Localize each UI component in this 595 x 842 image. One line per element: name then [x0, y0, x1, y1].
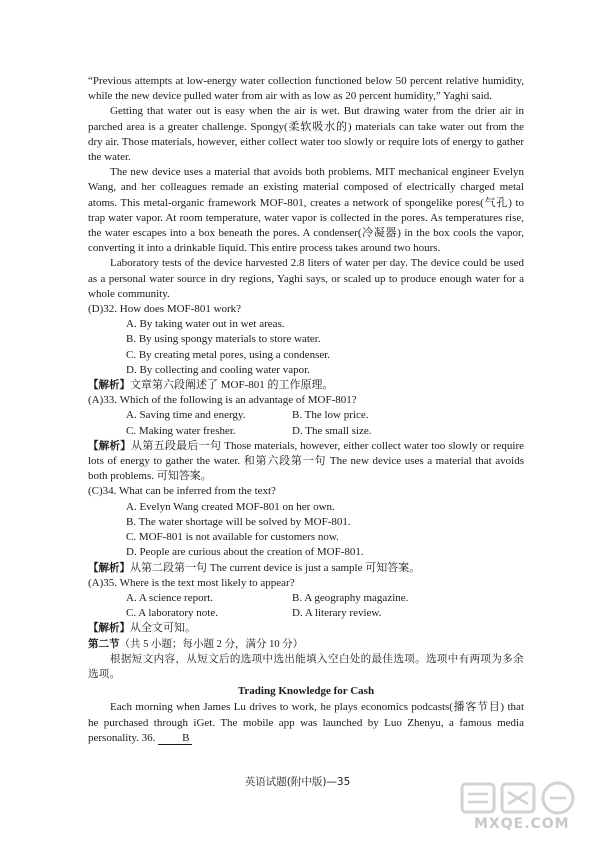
- analysis: [88, 561, 524, 576]
- answer-blank-36: B: [158, 732, 191, 745]
- analysis-text: 文章第六段阐述了 MOF-801 的工作原理。: [130, 379, 334, 392]
- option-a: A. Evelyn Wang created MOF-801 on her own.: [126, 500, 335, 513]
- question-34: [88, 484, 524, 575]
- paragraph-quote: “Previous attempts at low-energy water collection functioned below 50 percent relative humidity, while the new device pulled water from air with as low as 20 percent humidity,” Yaghi said.: [88, 75, 524, 103]
- question-33: [88, 393, 524, 484]
- section-title: 第二节: [88, 637, 120, 650]
- option-c: C. MOF-801 is not available for customers now.: [126, 531, 339, 544]
- option-c: C. A laboratory note.: [126, 607, 218, 620]
- section-note: （共 5 小题；每小题 2 分，满分 10 分）: [119, 638, 304, 650]
- option-a: A. Saving time and energy.: [126, 409, 246, 422]
- option-d: D. By collecting and cooling water vapor.: [126, 363, 310, 376]
- question-35: [88, 576, 524, 637]
- option-row: [88, 591, 524, 606]
- analysis-label: 【解析】: [88, 561, 130, 574]
- option-b: B. The water shortage will be solved by MOF-801.: [126, 515, 351, 528]
- section-instruction: 根据短文内容，从短文后的选项中选出能填入空白处的最佳选项。选项中有两项为多余选项。: [88, 652, 524, 680]
- section-header: [88, 637, 524, 652]
- option-d: D. A literary review.: [292, 607, 382, 620]
- paragraph-water-out: Getting that water out is easy when the air is wet. But drawing water from the drier air in parched area is a greater challenge. Spongy(柔软吸水的) materials can take water out from the dry air. Those materials, however, either collect water too slowly or require lots of energy to gather the water.: [88, 105, 524, 164]
- analysis-label: 【解析】: [88, 379, 130, 392]
- passage-paragraph: [88, 700, 524, 746]
- question-stem: (A)33. Which of the following is an advantage of MOF-801?: [88, 394, 357, 407]
- option-d: D. The small size.: [292, 424, 372, 437]
- page-footer: 英语试题(附中版)—35: [244, 776, 351, 788]
- paragraph-new-device: The new device uses a material that avoids both problems. MIT mechanical engineer Evelyn Wang, and her colleagues remade an existing material composed of electrically charged metal atoms. This metal-organic framework MOF-801, creates a network of spongelike pores(气孔) to trap water vapor. At room temperature, water vapor is collected in the pores. As temperatures rise, the water escapes into a box beneath the pores. A condenser(冷凝器) in the box cools the vapor, converting it into a drinkable liquid. This entire process takes around two hours.: [88, 166, 524, 255]
- option-row: [88, 606, 524, 621]
- passage-title: Trading Knowledge for Cash: [237, 685, 375, 698]
- option-b: B. A geography magazine.: [292, 591, 409, 604]
- option-row: [88, 408, 524, 423]
- option-b: B. By using spongy materials to store water.: [126, 333, 321, 346]
- analysis-text: 从全文可知。: [130, 622, 196, 635]
- option-c: C. By creating metal pores, using a condenser.: [126, 348, 331, 361]
- question-stem: (D)32. How does MOF-801 work?: [88, 303, 242, 316]
- option-d: D. People are curious about the creation of MOF-801.: [126, 546, 364, 559]
- analysis-label: 【解析】: [88, 622, 130, 635]
- option-c: C. Making water fresher.: [126, 424, 236, 437]
- option-a: A. A science report.: [126, 591, 214, 604]
- question-stem: (A)35. Where is the text most likely to appear?: [88, 576, 295, 589]
- analysis: [88, 621, 524, 636]
- paragraph-lab-tests: Laboratory tests of the device harvested 2.8 liters of water per day. The device could be used as a personal water source in dry regions, Yaghi says, or scaled up to produce enough water for a whole community.: [88, 257, 524, 300]
- passage-text: Each morning when James Lu drives to work, he plays economics podcasts(播客节目) that he purchased through iGet. The mobile app was launched by Luo Zhenyu, a famous media personality. 36.: [88, 701, 524, 744]
- option-a: A. By taking water out in wet areas.: [126, 318, 285, 331]
- option-row: [88, 424, 524, 439]
- site-url: MXQE.COM: [474, 816, 570, 832]
- option-b: B. The low price.: [292, 409, 369, 422]
- analysis-text: 从第五段最后一句 Those materials, however, either collect water too slowly or require lots of energy to gather the water. 和第六段第一句 The new device uses a material that avoids both problems. 可知答案。: [88, 439, 524, 483]
- analysis-text: 从第二段第一句 The current device is just a sample 可知答案。: [130, 561, 421, 574]
- analysis-label: 【解析】: [88, 439, 132, 452]
- question-stem: (C)34. What can be inferred from the text?: [88, 485, 276, 498]
- analysis: [88, 439, 524, 485]
- analysis: [88, 378, 524, 393]
- page-content: [88, 74, 524, 746]
